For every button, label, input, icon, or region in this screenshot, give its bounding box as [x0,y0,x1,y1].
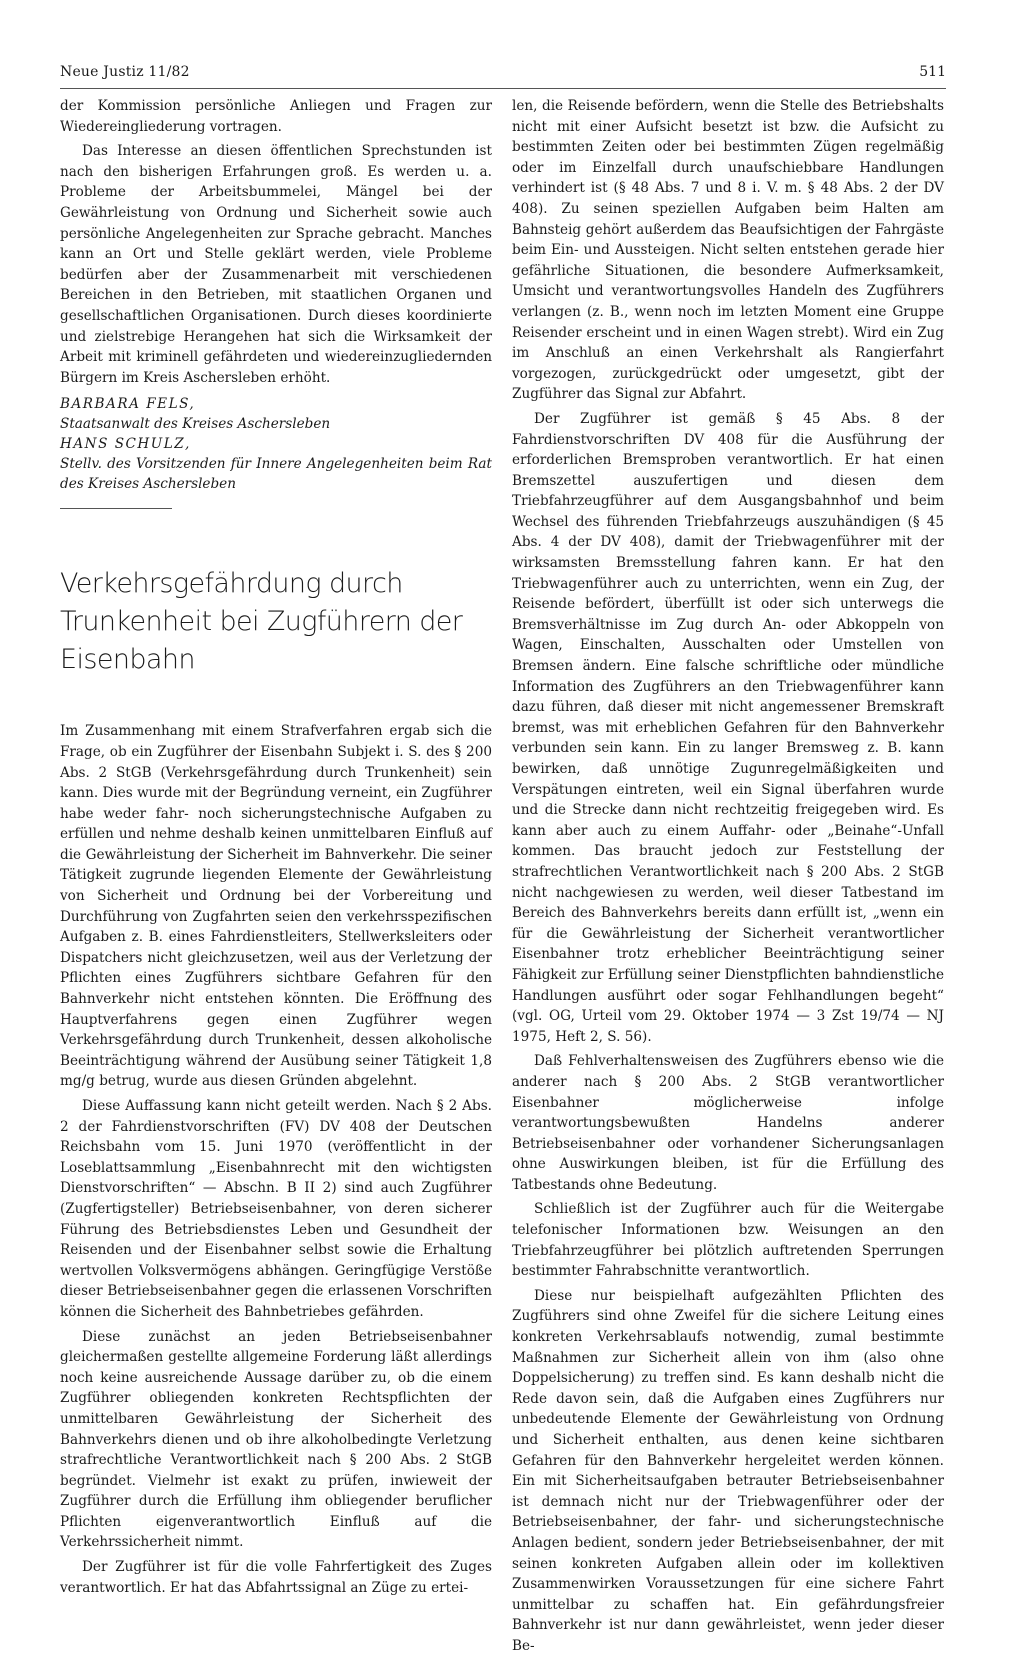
signature-role: Staatsanwalt des Kreises Aschersleben [60,416,331,433]
signature-name: BARBARA FELS, [60,396,196,413]
intro-paragraph: Das Interesse an diesen öffentlichen Sprechstunden ist nach den bisherigen Erfahrungen groß. Es werden u. a. Probleme der Arbeitsbummelei, Mängel bei der Gewährleistung von Ordnung und Sicherheit sowie auch persönliche Angelegenheiten zur Sprache gebracht. Manches kann an Ort und Stelle geklärt werden, viele Probleme bedürfen aber der Zusammenarbeit mit verschiedenen Bereichen in den Betrieben, mit staatlichen Organen und gesellschaftlichen Organisationen. Durch dieses koordinierte und zielstrebige Herangehen hat sich die Wirksamkeit der Arbeit mit kriminell gefährdeten und wiedereinzugliedernden Bürgern im Kreis Aschersleben erhöht. [60,143,492,386]
article-paragraph: Schließlich ist der Zugführer auch für die Weitergabe telefonischer Informationen bzw. Weisungen an den Triebfahrzeugführer bei plötzlich auftretenden Sperrungen bestimmter Fahrabschnitte verantwortlich. [512,1201,944,1280]
article-paragraph: Der Zugführer ist für die volle Fahrfertigkeit des Zuges verantwortlich. Er hat das Abfahrtssignal an Züge zu ertei- [60,1559,492,1596]
right-column [512,96,944,1661]
article-paragraph: len, die Reisende befördern, wenn die Stelle des Betriebshalts nicht mit einer Aufsicht besetzt ist bzw. die Aufsicht zu bestimmten Zeiten oder bei bestimmten Zügen regelmäßig oder im Einzelfall durch unaufschiebbare Handlungen verhindert ist (§ 48 Abs. 7 und 8 i. V. m. § 48 Abs. 2 der DV 408). Zu seinen speziellen Aufgaben beim Halten am Bahnsteig gehört außerdem das Beaufsichtigen der Fahrgäste beim Ein- und Aussteigen. Nicht selten entstehen gerade hier gefährliche Situationen, die besondere Aufmerksamkeit, Umsicht und verantwortungsvolles Handeln des Zugführers verlangen (z. B., wenn noch im letzten Moment eine Gruppe Reisender erscheint und in einen Wagen strebt). Wird ein Zug im Anschluß an einen Verkehrshalt als Rangierfahrt vorgezogen, zurückgedrückt oder umgesetzt, gibt der Zugführer das Signal zur Abfahrt. [512,98,944,403]
header-divider [60,88,946,89]
page-number: 511 [919,64,946,80]
article-paragraph: Daß Fehlverhaltensweisen des Zugführers ebenso wie die anderer nach § 200 Abs. 2 StGB verantwortlicher Eisenbahner möglicherweise infolge verantwortungsbewußten Handelns anderer Betriebseisenbahner oder vorhandener Sicherungsanlagen ohne Auswirkungen bleiben, ist für die Erfüllung des Tatbestands ohne Bedeutung. [512,1053,944,1193]
article-paragraph: Der Zugführer ist gemäß § 45 Abs. 8 der Fahrdienstvorschriften DV 408 für die Ausführung der erforderlichen Bremsproben verantwortlich. Er hat einen Bremszettel auszufertigen und diesen dem Triebfahrzeugführer auf dem Ausgangsbahnhof und beim Wechsel des führenden Triebfahrzeugs auszuhändigen (§ 45 Abs. 4 der DV 408), damit der Triebwagenführer mit der wirksamsten Bremsstellung fahren kann. Er hat den Triebwagenführer auch zu unterrichten, wenn ein Zug, der Reisende befördert, überfüllt ist oder sich unterwegs die Bremsverhältnisse im Zug durch An- oder Abkoppeln von Wagen, Einschalten, Ausschalten oder Umstellen von Bremsen ändern. Eine falsche schriftliche oder mündliche Information des Zugführers an den Triebwagenführer kann dazu führen, daß dieser mit nicht angemessener Bremskraft bremst, was mit erheblichen Gefahren für den Bahnverkehr verbunden sein kann. Ein zu langer Bremsweg z. B. kann bewirken, daß unnötige Zugunregelmäßigkeiten und Verspätungen eintreten, weil ein Signal überfahren wurde und die Strecke dann nicht rechtzeitig freigegeben wird. Es kann aber auch zu einem Auffahr- oder „Beinahe“-Unfall kommen. Das braucht jedoch zur Feststellung der strafrechtlichen Verantwortlichkeit nach § 200 Abs. 2 StGB nicht nachgewiesen zu werden, weil dieser Tatbestand im Bereich des Bahnverkehrs bereits dann erfüllt ist, „wenn ein für die Gewährleistung der Sicherheit verantwortlicher Eisenbahner trotz erheblicher Beeinträchtigung seiner Fähigkeit zur Erfüllung seiner Dienstpflichten bahndienstliche Handlungen ausführt oder sogar Fehlhandlungen begeht“ (vgl. OG, Urteil vom 29. Oktober 1974 — 3 Zst 19/74 — NJ 1975, Heft 2, S. 56). [512,410,944,1045]
left-column [60,96,492,1602]
article-paragraph: Im Zusammenhang mit einem Strafverfahren ergab sich die Frage, ob ein Zugführer der Eisenbahn Subjekt i. S. des § 200 Abs. 2 StGB (Verkehrsgefährdung durch Trunkenheit) sein kann. Dies wurde mit der Begründung verneint, ein Zugführer habe weder fahr- noch sicherungstechnische Aufgaben zu erfüllen und nehme deshalb keinen unmittelbaren Einfluß auf die Gewährleistung der Sicherheit im Bahnverkehr. Die seiner Tätigkeit zugrunde liegenden Elemente der Gewährleistung von Sicherheit und Ordnung bei der Vorbereitung und Durchführung von Zugfahrten seien den verkehrsspezifischen Aufgaben z. B. eines Fahrdienstleiters, Stellwerksleiters oder Dispatchers nicht gleichzusetzen, weil aus der Verletzung der Pflichten eines Zugführers sichtbare Gefahren für den Bahnverkehr nicht entstehen könnten. Die Eröffnung des Hauptverfahrens gegen einen Zugführer wegen Verkehrsgefährdung durch Trunkenheit, dessen alkoholische Beeinträchtigung während der Ausübung seiner Tätigkeit 1,8 mg/g betrug, wurde aus diesen Gründen abgelehnt. [60,723,492,1090]
journal-title: Neue Justiz 11/82 [60,64,190,80]
intro-paragraph: der Kommission persönliche Anliegen und Fragen zur Wiedereingliederung vortragen. [60,98,492,135]
article-paragraph: Diese Auffassung kann nicht geteilt werden. Nach § 2 Abs. 2 der Fahrdienstvorschriften (FV) DV 408 der Deutschen Reichsbahn vom 15. Juni 1970 (veröffentlicht in der Loseblattsammlung „Eisenbahnrecht mit den wichtigsten Dienstvorschriften“ — Abschn. B II 2) sind auch Zugführer (Zugfertigsteller) Betriebseisenbahner, von deren sicherer Führung des Betriebsdienstes Leben und Gesundheit der Reisenden und der Eisenbahner selbst sowie die Erhaltung wertvollen Volksvermögens abhängen. Geringfügige Verstöße dieser Betriebseisenbahner gegen die erlassenen Vorschriften können die Sicherheit des Bahnbetriebes gefährden. [60,1098,492,1320]
article-paragraph: Diese nur beispielhaft aufgezählten Pflichten des Zugführers sind ohne Zweifel für die sichere Leitung eines konkreten Verkehrsablaufs notwendig, zumal bestimmte Maßnahmen zur Sicherheit allein von ihm (also ohne Doppelsicherung) zu treffen sind. Es kann deshalb nicht die Rede davon sein, daß die Aufgaben eines Zugführers nur unbedeutende Elemente der Gewährleistung von Ordnung und Sicherheit enthalten, aus denen keine sichtbaren Gefahren für den Bahnverkehr hergeleitet werden können. Ein mit Sicherheitsaufgaben betrauter Betriebseisenbahner ist demnach nicht nur der Triebwagenführer oder der Betriebseisenbahner, der fahr- und sicherungstechnische Anlagen bedient, sondern jeder Betriebseisenbahner, der mit seinen konkreten Aufgaben allein oder im kollektiven Zusammenwirken Voraussetzungen für eine sichere Fahrt unmittelbar zu schaffen hat. Ein gefährdungsfreier Bahnverkehr ist nur dann gewährleistet, wenn jeder dieser Be- [512,1287,944,1654]
signature-block [60,394,492,494]
signature-name: HANS SCHULZ, [60,436,191,453]
signature-role: Stellv. des Vorsitzenden für Innere Angelegenheiten beim Rat des Kreises Aschersleben [60,456,492,493]
article-title: Verkehrsgefährdung durch Trunkenheit bei Zugführern der Eisenbahn [60,568,463,676]
section-divider [60,508,172,509]
article-paragraph: Diese zunächst an jeden Betriebseisenbahner gleichermaßen gestellte allgemeine Forderung läßt allerdings noch keine ausreichende Aussage darüber zu, ob die einem Zugführer obliegenden konkreten Rechtspflichten der unmittelbaren Gewährleistung der Sicherheit des Bahnverkehrs dienen und ob ihre alkoholbedingte Verletzung strafrechtliche Verantwortlichkeit nach § 200 Abs. 2 StGB begründet. Vielmehr ist exakt zu prüfen, inwieweit der Zugführer durch die Erfüllung ihm obliegender beruflicher Pflichten eigenverantwortlich Einfluß auf die Verkehrssicherheit nimmt. [60,1328,492,1551]
